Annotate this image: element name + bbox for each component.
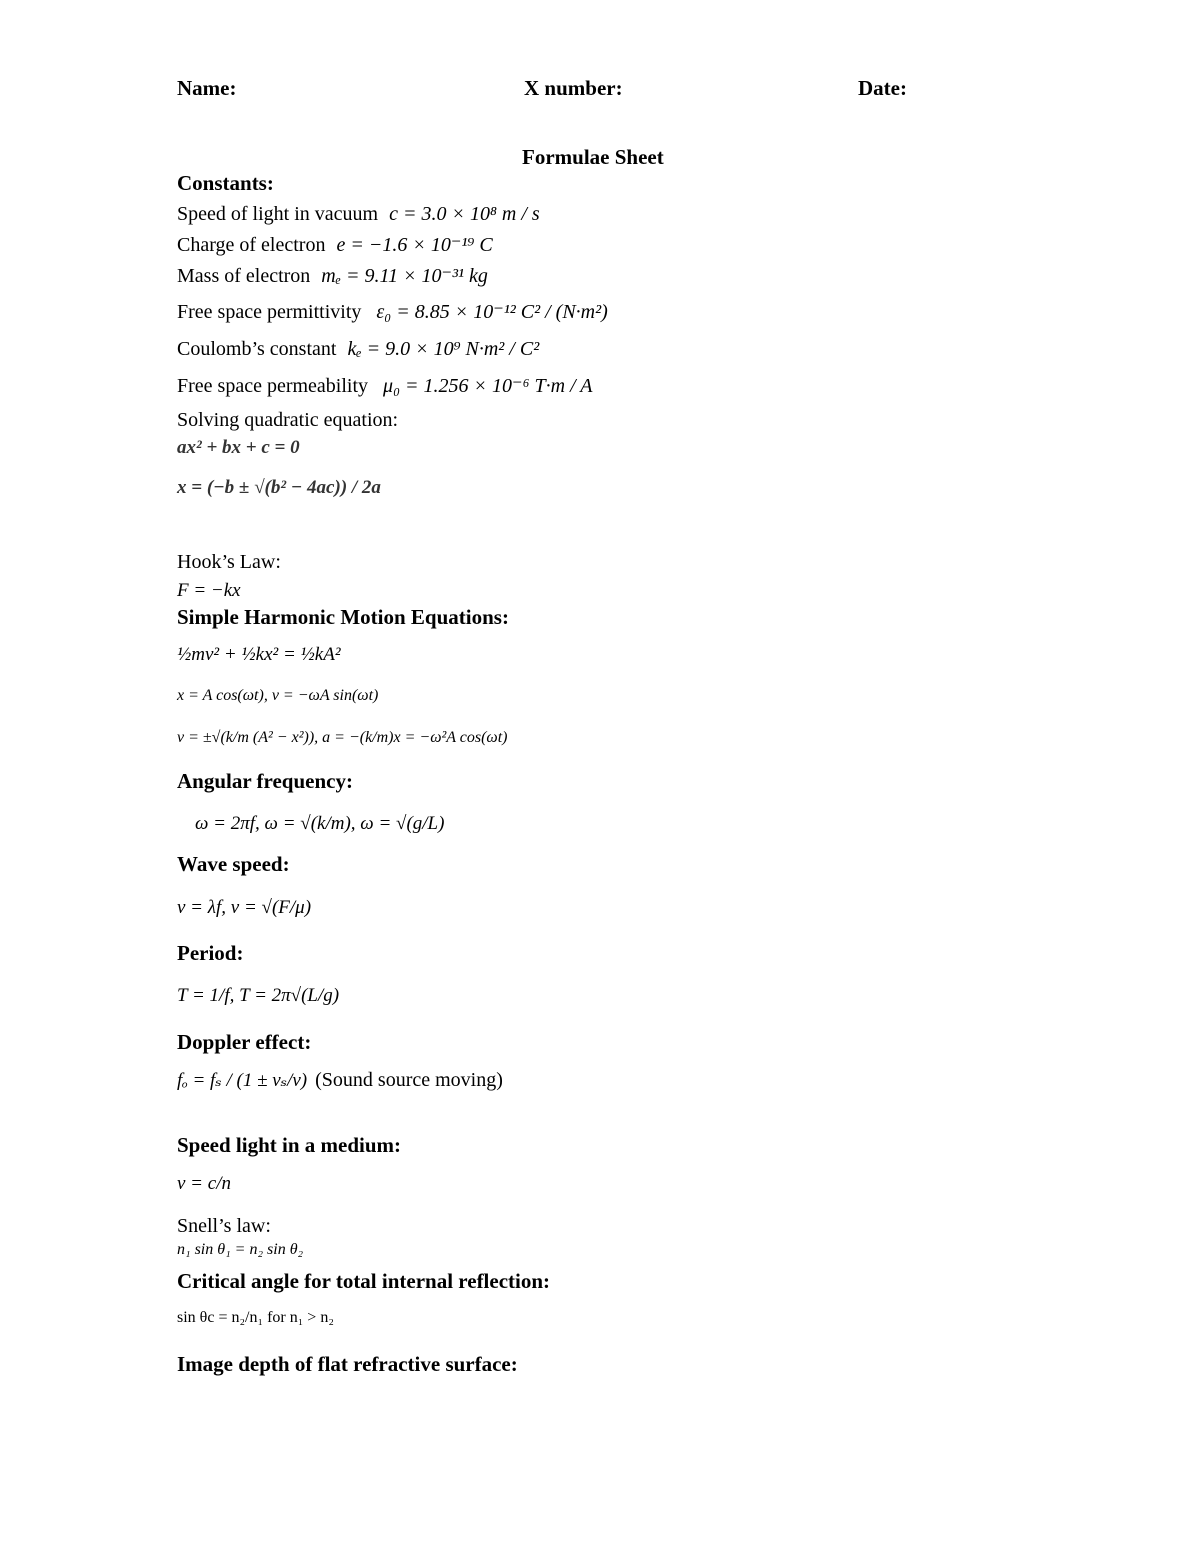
shm-energy-formula: ½mv² + ½kx² = ½kA² <box>177 644 341 665</box>
doppler-formula: fₒ = fₛ / (1 ± vₛ/v) <box>177 1070 308 1091</box>
quadratic-equation: ax² + bx + c = 0 <box>177 437 300 458</box>
constant-formula: ε₀ = 8.85 × 10⁻¹² C² / (N·m²) <box>376 301 608 323</box>
constants-heading: Constants: <box>177 171 274 195</box>
date-label: Date: <box>858 76 907 100</box>
constant-mass-of-electron <box>177 266 488 286</box>
constant-formula: kₑ = 9.0 × 10⁹ N·m² / C² <box>347 338 540 360</box>
constant-formula: μ₀ = 1.256 × 10⁻⁶ T·m / A <box>383 375 593 397</box>
constant-label: Free space permeability <box>177 375 369 397</box>
constant-free-space-permittivity <box>177 302 608 322</box>
critical-angle-formula: sin θc = n₂/n₁ for n₁ > n₂ <box>177 1309 334 1326</box>
quadratic-label: Solving quadratic equation: <box>177 409 399 431</box>
critical-angle-heading: Critical angle for total internal reflection: <box>177 1269 551 1293</box>
hooks-law-heading: Hook’s Law: <box>177 551 281 573</box>
constant-formula: e = −1.6 × 10⁻¹⁹ C <box>336 234 493 256</box>
constant-label: Charge of electron <box>177 234 326 256</box>
x-number-label: X number: <box>524 76 623 100</box>
image-depth-heading: Image depth of flat refractive surface: <box>177 1352 518 1376</box>
shm-velocity-acceleration-formula: v = ±√(k/m (A² − x²)), a = −(k/m)x = −ω²A cos(ωt) <box>177 729 508 746</box>
constant-label: Free space permittivity <box>177 301 362 323</box>
constant-label: Mass of electron <box>177 265 311 287</box>
angular-frequency-formula: ω = 2πf, ω = √(k/m), ω = √(g/L) <box>195 813 445 834</box>
constant-formula: c = 3.0 × 10⁸ m / s <box>389 203 540 225</box>
shm-position-velocity-formula: x = A cos(ωt), v = −ωA sin(ωt) <box>177 687 379 704</box>
hooks-law-formula: F = −kx <box>177 580 241 601</box>
period-heading: Period: <box>177 941 244 965</box>
wave-speed-heading: Wave speed: <box>177 852 290 876</box>
constant-speed-of-light <box>177 204 540 224</box>
shm-heading: Simple Harmonic Motion Equations: <box>177 605 509 629</box>
constant-free-space-permeability <box>177 376 593 396</box>
angular-frequency-heading: Angular frequency: <box>177 769 353 793</box>
quadratic-solution: x = (−b ± √(b² − 4ac)) / 2a <box>177 477 381 498</box>
doppler-formula-line <box>177 1070 503 1090</box>
speed-light-medium-formula: v = c/n <box>177 1173 231 1194</box>
snells-law-heading: Snell’s law: <box>177 1215 271 1237</box>
period-formula: T = 1/f, T = 2π√(L/g) <box>177 985 340 1006</box>
name-label: Name: <box>177 76 237 100</box>
constant-charge-of-electron <box>177 235 493 255</box>
doppler-note: (Sound source moving) <box>315 1069 503 1091</box>
wave-speed-formula: v = λf, v = √(F/μ) <box>177 897 312 918</box>
speed-light-medium-heading: Speed light in a medium: <box>177 1133 402 1157</box>
page-title: Formulae Sheet <box>522 145 664 169</box>
doppler-heading: Doppler effect: <box>177 1030 312 1054</box>
snells-law-formula: n₁ sin θ₁ = n₂ sin θ₂ <box>177 1241 304 1258</box>
constant-formula: mₑ = 9.11 × 10⁻³¹ kg <box>321 265 488 287</box>
constant-label: Speed of light in vacuum <box>177 203 379 225</box>
constant-label: Coulomb’s constant <box>177 338 337 360</box>
constant-coulomb <box>177 339 539 359</box>
